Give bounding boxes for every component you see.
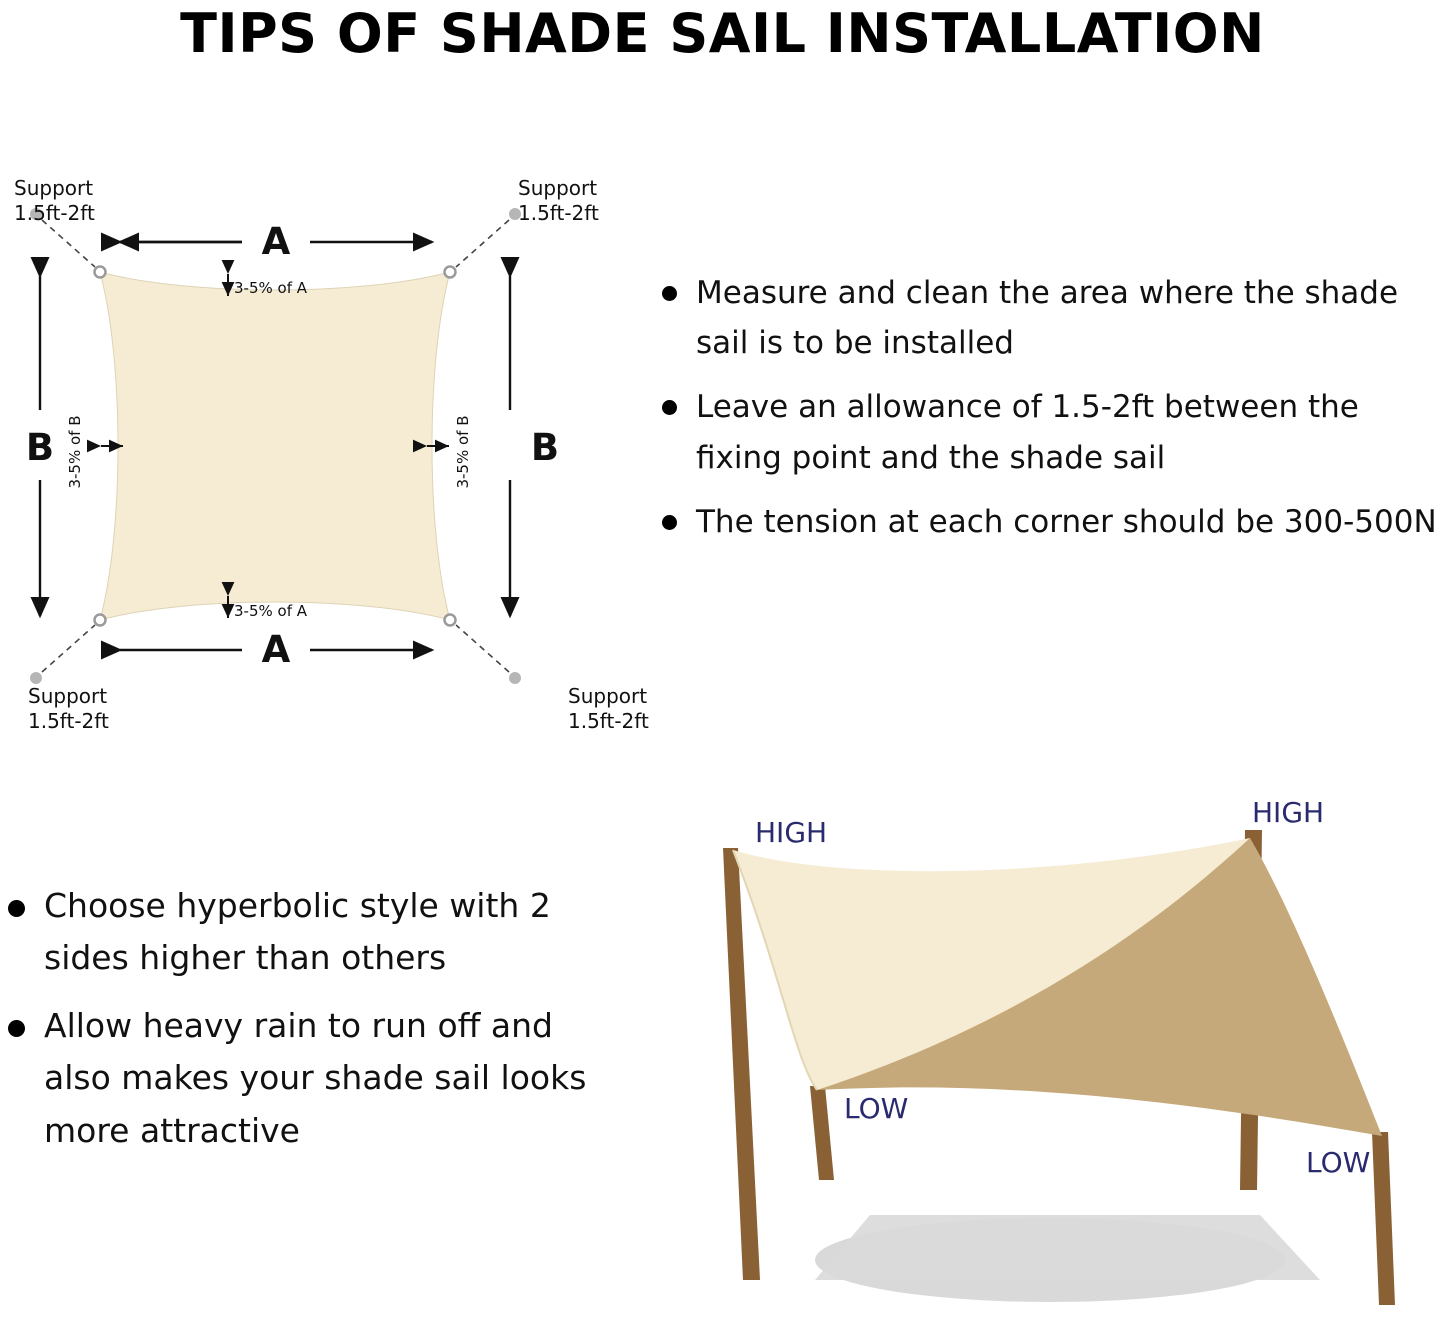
post-high-left xyxy=(723,848,760,1280)
bullet-dot-icon xyxy=(662,286,677,301)
bullet-text: The tension at each corner should be 300-500N xyxy=(696,503,1437,540)
bullet-text: Allow heavy rain to run off and also makes your shade sail looks more attractive xyxy=(44,1006,587,1150)
sail-shape xyxy=(100,272,450,620)
bullet-text: Measure and clean the area where the shade sail is to be installed xyxy=(696,275,1399,362)
list-item xyxy=(0,880,620,984)
support-line-bottom-right xyxy=(456,625,509,672)
post-low-left xyxy=(810,1086,834,1180)
grommet-bottom-left xyxy=(95,615,106,626)
dim-bottom-label-A: A xyxy=(261,628,291,671)
bullet-dot-icon xyxy=(8,900,25,917)
hyperbolic-sail-diagram xyxy=(620,760,1445,1319)
list-item xyxy=(648,268,1445,368)
rectangle-sail-diagram xyxy=(0,150,660,730)
grommet-top-right xyxy=(445,267,456,278)
support-line-bottom-left xyxy=(42,625,95,672)
support-label-top-left-line2: 1.5ft-2ft xyxy=(14,201,95,225)
support-label-top-left-line1: Support xyxy=(14,176,94,200)
bullet-dot-icon xyxy=(662,515,677,530)
dim-left-label-B: B xyxy=(25,426,55,469)
curve-note-top: 3-5% of A xyxy=(234,279,308,297)
dim-top-label-A: A xyxy=(261,220,291,263)
label-low-right: LOW xyxy=(1306,1146,1371,1179)
bullet-dot-icon xyxy=(662,400,677,415)
grommet-top-left xyxy=(95,267,106,278)
support-label-bottom-right-line1: Support xyxy=(568,684,648,708)
page-title: TIPS OF SHADE SAIL INSTALLATION xyxy=(180,2,1265,65)
bullet-dot-icon xyxy=(8,1020,25,1037)
support-point-bottom-right xyxy=(509,672,521,684)
top-bullet-list xyxy=(648,268,1445,561)
bottom-bullet-list xyxy=(0,880,620,1173)
support-label-top-right-line2: 1.5ft-2ft xyxy=(518,201,599,225)
curve-note-right: 3-5% of B xyxy=(454,415,472,489)
label-low-left: LOW xyxy=(844,1092,909,1125)
list-item xyxy=(648,497,1445,547)
curve-note-bottom: 3-5% of A xyxy=(234,602,308,620)
support-label-bottom-left-line1: Support xyxy=(28,684,108,708)
post-low-right xyxy=(1372,1132,1395,1305)
support-line-top-left xyxy=(42,220,95,267)
label-high-right: HIGH xyxy=(1252,796,1325,829)
bullet-text: Choose hyperbolic style with 2 sides higher than others xyxy=(44,886,551,978)
support-point-bottom-left xyxy=(30,672,42,684)
support-line-top-right xyxy=(456,220,509,267)
dim-right-label-B: B xyxy=(530,426,560,469)
list-item xyxy=(0,1000,620,1156)
support-label-bottom-left-line2: 1.5ft-2ft xyxy=(28,709,109,730)
curve-note-left: 3-5% of B xyxy=(66,415,84,489)
label-high-left: HIGH xyxy=(755,816,828,849)
support-label-top-right-line1: Support xyxy=(518,176,598,200)
list-item xyxy=(648,382,1445,482)
ground-shadow-2 xyxy=(815,1215,1320,1280)
bullet-text: Leave an allowance of 1.5-2ft between the fixing point and the shade sail xyxy=(696,389,1359,476)
grommet-bottom-right xyxy=(445,615,456,626)
support-label-bottom-right-line2: 1.5ft-2ft xyxy=(568,709,649,730)
